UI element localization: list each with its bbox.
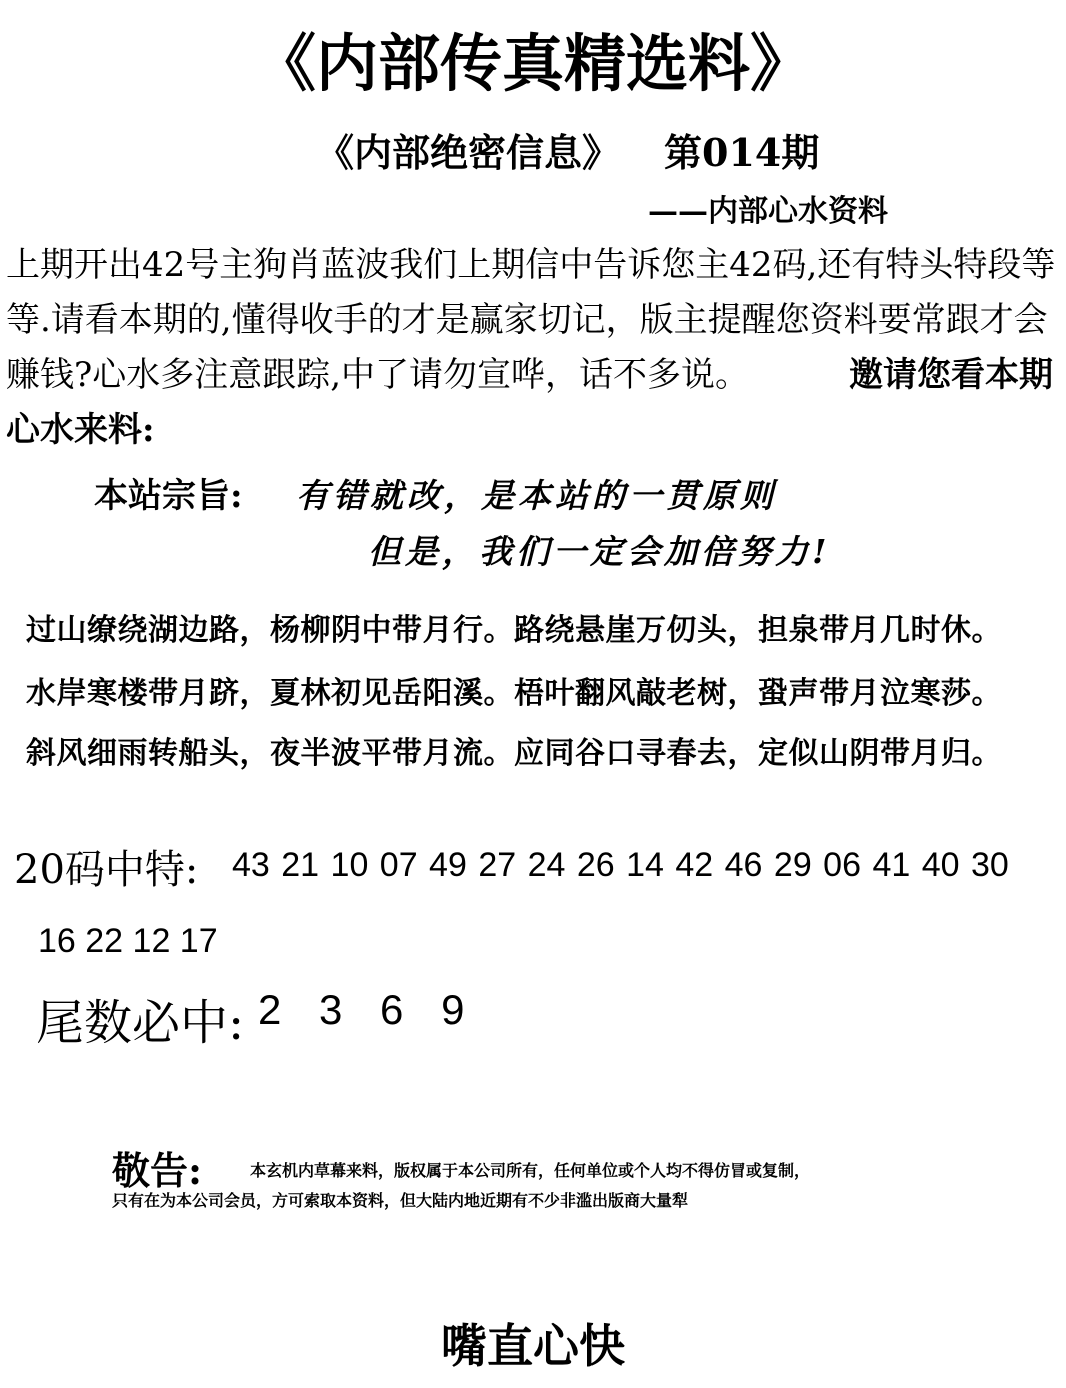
- footer-slogan: 嘴直心快: [441, 1319, 625, 1373]
- source-label: ——内部心水资料: [648, 194, 888, 229]
- intro-text: 上期开出42号主狗肖蓝波我们上期信中告诉您主42码,还有特头特段等等.请看本期的,懂得收手的才是赢家切记，版主提醒您资料要常跟才会赚钱?心水多注意跟踪,中了请勿宣哗，话不多说。: [6, 245, 1056, 395]
- intro-paragraph: [6, 238, 1060, 458]
- special-numbers-line-2: 16 22 12 17: [38, 922, 218, 960]
- motto-line-2: 但是，我们一定会加倍努力!: [368, 532, 831, 571]
- poem-line-1: 过山缭绕湖边路，杨柳阴中带月行。路绕悬崖万仞头，担泉带月几时休。: [26, 613, 1002, 648]
- poem-line-2: 水岸寒楼带月跻，夏林初见岳阳溪。梧叶翻风敲老树，蛩声带月泣寒莎。: [26, 676, 1002, 711]
- poem-line-3: 斜风细雨转船头，夜半波平带月流。应同谷口寻春去，定似山阴带月归。: [26, 736, 1002, 771]
- tail-label: 尾数必中:: [36, 995, 245, 1051]
- special-numbers-line-1: 43 21 10 07 49 27 24 26 14 42 46 29 06 41 40 30: [232, 846, 1009, 884]
- motto-line-1: 有错就改，是本站的一贯原则: [296, 476, 777, 515]
- special-label: 20码中特:: [14, 847, 199, 893]
- page-title: 《内部传真精选料》: [253, 27, 812, 100]
- notice-line-1: 本玄机内草幕来料，版权属于本公司所有，任何单位或个人均不得仿冒或复制，: [250, 1161, 811, 1180]
- tail-numbers: 2 3 6 9: [258, 986, 465, 1033]
- notice-label: 敬告:: [112, 1148, 203, 1193]
- issue-number: 第014期: [664, 130, 820, 175]
- notice-line-2: 只有在为本公司会员，方可索取本资料，但大陆内地近期有不少非滥出版商大量犁: [112, 1191, 689, 1210]
- invite-text: 邀请您看本期心水来料:: [6, 355, 1054, 450]
- subtitle: 《内部绝密信息》: [316, 130, 621, 175]
- motto-label: 本站宗旨:: [94, 476, 243, 516]
